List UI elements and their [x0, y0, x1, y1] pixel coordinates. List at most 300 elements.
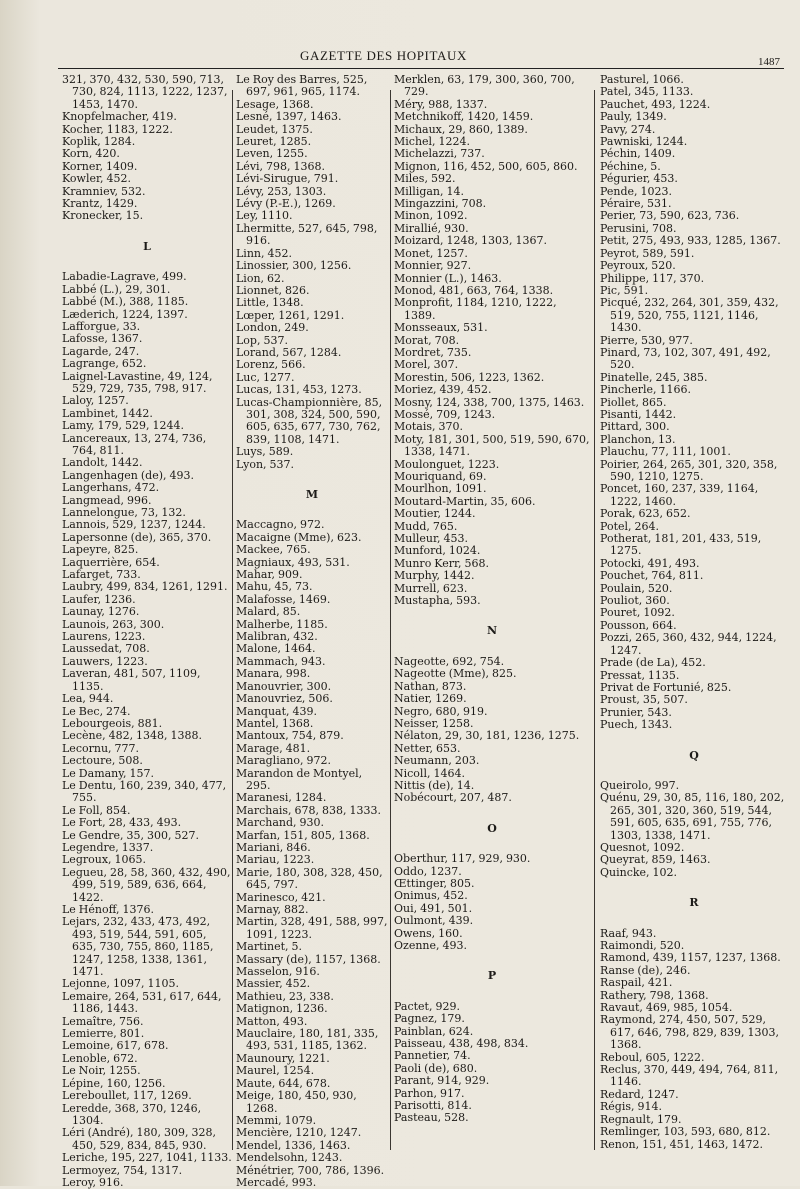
index-entry: Lœper, 1261, 1291.	[236, 308, 345, 322]
index-entry: Leuret, 1285.	[236, 135, 312, 149]
index-entry: Lenoble, 672.	[62, 1051, 138, 1065]
index-entry: Masselon, 916.	[236, 965, 320, 979]
index-entry: Mauclaire, 180, 181, 335, 493, 531, 1185, 1362.	[236, 1027, 379, 1053]
index-entry: Le Gendre, 35, 300, 527.	[62, 828, 199, 842]
index-entry: Laufer, 1236.	[62, 592, 136, 606]
index-entry: Lagrange, 652.	[62, 357, 147, 371]
index-entry: Michaux, 29, 860, 1389.	[394, 122, 528, 136]
index-entry: Plauchu, 77, 111, 1001.	[600, 445, 731, 459]
index-entry: Morel, 307.	[394, 358, 459, 372]
index-entry: Maurel, 1254.	[236, 1064, 315, 1078]
index-entry: Mahu, 45, 73.	[236, 580, 313, 594]
index-entry: Privat de Fortunié, 825.	[600, 680, 732, 694]
index-entry: Mustapha, 593.	[394, 594, 481, 608]
index-entry: Mahar, 909.	[236, 568, 303, 582]
index-entry: Munford, 1024.	[394, 544, 481, 558]
index-entry: Pasteau, 528.	[394, 1111, 469, 1125]
index-entry: Mignon, 116, 452, 500, 605, 860.	[394, 159, 578, 173]
index-entry: Kronecker, 15.	[62, 209, 144, 223]
index-entry: Monet, 1257.	[394, 246, 468, 260]
index-column-3	[390, 74, 590, 1164]
index-entry: Ramond, 439, 1157, 1237, 1368.	[600, 951, 781, 965]
index-entry: Mendel, 1336, 1463.	[236, 1138, 351, 1152]
index-entry: Murphy, 1442.	[394, 569, 475, 583]
index-entry: Picqué, 232, 264, 301, 359, 432, 519, 520, 755, 1121, 1146, 1430.	[600, 296, 779, 335]
index-entry: Matton, 493.	[236, 1014, 308, 1028]
index-entry: Kramniev, 532.	[62, 184, 146, 198]
index-entry: Manquat, 439.	[236, 704, 317, 718]
index-entry: Painblan, 624.	[394, 1024, 474, 1038]
index-entry: Lévi, 798, 1368.	[236, 159, 326, 173]
index-entry: Laignel-Lavastine, 49, 124, 529, 729, 735, 798, 917.	[62, 369, 213, 395]
index-entry: Mourlhon, 1091.	[394, 482, 487, 496]
index-entry: Nageotte, 692, 754.	[394, 654, 505, 668]
index-entry: Potel, 264.	[600, 519, 660, 533]
index-entry: Lebourgeois, 881.	[62, 716, 163, 730]
index-entry: Poulain, 520.	[600, 581, 673, 595]
index-entry: Renon, 151, 451, 1463, 1472.	[600, 1137, 764, 1151]
index-entry: Michelazzi, 737.	[394, 147, 485, 161]
index-entry: Pousson, 664.	[600, 618, 677, 632]
index-entry: Quénu, 29, 30, 85, 116, 180, 202, 265, 301, 320, 360, 519, 544, 591, 605, 635, 691, 755, 776, 1303, 1338, 1471.	[600, 791, 785, 842]
index-entry: Mackee, 765.	[236, 543, 311, 557]
index-entry: Little, 1348.	[236, 296, 304, 310]
index-entry: Ménétrier, 700, 786, 1396.	[236, 1163, 385, 1177]
index-entry: Lop, 537.	[236, 333, 288, 347]
index-entry: Morat, 708.	[394, 333, 460, 347]
index-entry: Planchon, 13.	[600, 432, 676, 446]
index-entry: Mendelsohn, 1243.	[236, 1151, 343, 1165]
index-entry: Le Roy des Barres, 525, 697, 961, 965, 1174.	[236, 73, 368, 99]
index-entry: Manara, 998.	[236, 667, 311, 681]
index-entry: Langenhagen (de), 493.	[62, 468, 194, 482]
index-entry: Kocher, 1183, 1222.	[62, 122, 173, 136]
index-entry: Monsseaux, 531.	[394, 321, 488, 335]
index-entry: Piollet, 865.	[600, 395, 667, 409]
section-letter: Q	[689, 748, 699, 762]
header-rule	[58, 68, 784, 69]
index-entry: Moutard-Martin, 35, 606.	[394, 494, 536, 508]
index-entry: Lorand, 567, 1284.	[236, 345, 342, 359]
index-entry: Korner, 1409.	[62, 159, 138, 173]
index-entry: Marandon de Montyel, 295.	[236, 766, 363, 792]
index-entry: Pannetier, 74.	[394, 1049, 471, 1063]
index-entry: Mossé, 709, 1243.	[394, 407, 496, 421]
index-entry: Legendre, 1337.	[62, 840, 154, 854]
index-entry: Luys, 589.	[236, 445, 294, 459]
index-entry: Rathery, 798, 1368.	[600, 988, 709, 1002]
index-entry: Péchine, 5.	[600, 159, 661, 173]
index-entry: Mulleur, 453.	[394, 532, 469, 546]
index-entry: Reboul, 605, 1222.	[600, 1050, 705, 1064]
index-entry: Mathieu, 23, 338.	[236, 989, 334, 1003]
index-entry: Merklen, 63, 179, 300, 360, 700, 729.	[394, 73, 575, 99]
index-entry: Raspail, 421.	[600, 976, 673, 990]
index-entry: Lereboullet, 117, 1269.	[62, 1089, 192, 1103]
page-header	[0, 0, 800, 80]
index-entry: Leudet, 1375.	[236, 122, 313, 136]
index-entry: Labadie-Lagrave, 499.	[62, 270, 187, 284]
index-entry: Raimondi, 520.	[600, 939, 685, 952]
index-entry: Owens, 160.	[394, 926, 463, 940]
index-entry: Marinesco, 421.	[236, 890, 326, 904]
index-entry: Neumann, 203.	[394, 754, 480, 768]
index-entry: Méry, 988, 1337.	[394, 97, 488, 111]
index-entry: Philippe, 117, 370.	[600, 271, 705, 285]
index-entry: Legueu, 28, 58, 360, 432, 490, 499, 519, 589, 636, 664, 1422.	[62, 865, 231, 904]
index-entry: Moutier, 1244.	[394, 507, 476, 521]
index-entry: Monnier, 927.	[394, 259, 472, 273]
index-entry: Landolt, 1442.	[62, 456, 143, 470]
index-entry: Ozenne, 493.	[394, 939, 467, 952]
index-entry: Mariani, 846.	[236, 840, 311, 854]
index-entry: Matignon, 1236.	[236, 1002, 328, 1016]
section-letter: M	[305, 488, 319, 501]
column-divider	[594, 90, 595, 1150]
index-entry: Linossier, 300, 1256.	[236, 259, 352, 273]
index-entry: Moriez, 439, 452.	[394, 383, 492, 397]
index-entry: Miles, 592.	[394, 172, 456, 186]
index-entry: Le Damany, 157.	[62, 766, 155, 780]
index-entry: Laveran, 481, 507, 1109, 1135.	[62, 667, 201, 693]
index-entry: Lecornu, 777.	[62, 741, 140, 755]
index-entry: Pinatelle, 245, 385.	[600, 370, 708, 384]
section-letter: R	[689, 896, 699, 910]
index-entry: Lannelongue, 73, 132.	[62, 506, 186, 519]
index-entry: Pauchet, 493, 1224.	[600, 97, 711, 111]
index-entry: Pic, 591.	[600, 283, 649, 297]
section-letter: L	[143, 239, 151, 253]
page-number: 1487	[758, 56, 780, 68]
index-entry: Martin, 328, 491, 588, 997, 1091, 1223.	[236, 915, 388, 941]
index-entry: Pozzi, 265, 360, 432, 944, 1224, 1247.	[600, 631, 777, 657]
index-entry: Lévy, 253, 1303.	[236, 184, 327, 198]
index-entry: Moty, 181, 301, 500, 519, 590, 670, 1338, 1471.	[394, 432, 590, 459]
index-entry: Péraire, 531.	[600, 197, 672, 211]
index-entry: Memmi, 1079.	[236, 1113, 317, 1127]
index-entry: Marchand, 930.	[236, 816, 324, 830]
index-entry: Meige, 180, 450, 930, 1268.	[236, 1089, 357, 1115]
index-entry: Marnay, 882.	[236, 903, 309, 916]
index-entry: Pittard, 300.	[600, 420, 670, 434]
section-letter: O	[487, 821, 497, 835]
index-entry: Lemaître, 756.	[62, 1014, 144, 1028]
index-entry: Leven, 1255.	[236, 147, 308, 161]
index-entry: Murrell, 623.	[394, 581, 468, 595]
index-entry: Pouret, 1092.	[600, 606, 675, 620]
index-entry: Lemaire, 264, 531, 617, 644, 1186, 1443.	[62, 989, 222, 1016]
index-entry: Pagnez, 179.	[394, 1012, 465, 1026]
index-entry: Quesnot, 1092.	[600, 840, 685, 854]
index-entry: Langmead, 996.	[62, 493, 152, 507]
index-entry: Oberthur, 117, 929, 930.	[394, 852, 531, 866]
index-entry: Petit, 275, 493, 933, 1285, 1367.	[600, 234, 781, 248]
index-entry: Mosny, 124, 338, 700, 1375, 1463.	[394, 395, 585, 409]
index-entry: Legroux, 1065.	[62, 853, 147, 867]
index-entry: Queyrat, 859, 1463.	[600, 853, 711, 867]
index-entry: Macaigne (Mme), 623.	[236, 530, 362, 544]
index-entry: Lejonne, 1097, 1105.	[62, 977, 179, 991]
index-entry: Peyrot, 589, 591.	[600, 246, 695, 260]
index-entry: Lecène, 482, 1348, 1388.	[62, 729, 203, 743]
index-entry: Martinet, 5.	[236, 940, 303, 954]
index-entry: Pouchet, 764, 811.	[600, 569, 704, 583]
index-entry: Lafosse, 1367.	[62, 332, 143, 346]
index-entry: Launay, 1276.	[62, 605, 140, 619]
index-entry: Mercadé, 993.	[236, 1175, 317, 1189]
index-entry: Malone, 1464.	[236, 642, 316, 656]
index-entry: Ravaut, 469, 985, 1054.	[600, 1001, 733, 1015]
index-entry: Maunoury, 1221.	[236, 1051, 330, 1065]
index-entry: Mantel, 1368.	[236, 716, 314, 730]
index-entry: Marie, 180, 308, 328, 450, 645, 797.	[236, 865, 383, 892]
index-entry: Puech, 1343.	[600, 718, 673, 732]
index-entry: Lagarde, 247.	[62, 344, 140, 358]
index-entry: Proust, 35, 507.	[600, 693, 688, 707]
running-title: GAZETTE DES HOPITAUX	[300, 48, 467, 63]
index-entry: Launois, 263, 300.	[62, 617, 165, 631]
index-entry: Lambinet, 1442.	[62, 406, 153, 420]
index-entry: Milligan, 14.	[394, 184, 465, 198]
index-entry: Perier, 73, 590, 623, 736.	[600, 209, 740, 223]
index-entry: Monnier (L.), 1463.	[394, 271, 502, 285]
index-entry: Lafarget, 733.	[62, 568, 141, 582]
index-entry: Lionnet, 826.	[236, 283, 310, 297]
index-entry: Potherat, 181, 201, 433, 519, 1275.	[600, 532, 762, 558]
index-entry: Pactet, 929.	[394, 999, 460, 1013]
index-entry: Lapersonne (de), 365, 370.	[62, 530, 212, 544]
index-entry: Pincherle, 1166.	[600, 383, 692, 397]
index-entry: Natier, 1269.	[394, 692, 467, 706]
index-entry: Lesage, 1368.	[236, 97, 314, 111]
index-entry: Raaf, 943.	[600, 926, 657, 940]
index-entry: Mouriquand, 69.	[394, 470, 487, 483]
index-entry: Onimus, 452.	[394, 889, 468, 903]
index-entry: Lion, 62.	[236, 271, 285, 285]
index-entry: Oulmont, 439.	[394, 914, 474, 928]
index-entry: Lapeyre, 825.	[62, 543, 139, 557]
index-entry: Motais, 370.	[394, 420, 464, 434]
index-entry: Peyroux, 520.	[600, 259, 676, 273]
index-entry: Lesné, 1397, 1463.	[236, 110, 342, 124]
index-entry: Raymond, 274, 450, 507, 529, 617, 646, 798, 829, 839, 1303, 1368.	[600, 1013, 779, 1052]
index-entry: Moizard, 1248, 1303, 1367.	[394, 234, 548, 248]
index-entry: Marchais, 678, 838, 1333.	[236, 803, 382, 817]
index-entry: Netter, 653.	[394, 741, 461, 755]
index-entry: Mammach, 943.	[236, 654, 326, 668]
index-entry: Pasturel, 1066.	[600, 73, 684, 86]
index-entry: Læderich, 1224, 1397.	[62, 307, 188, 321]
index-entry: Régis, 914.	[600, 1100, 662, 1114]
index-entry: Oui, 491, 501.	[394, 901, 473, 915]
index-entry: Paisseau, 438, 498, 834.	[394, 1037, 529, 1051]
index-entry: 321, 370, 432, 530, 590, 713, 730, 824, 1113, 1222, 1237, 1453, 1470.	[62, 73, 228, 111]
index-entry: Reclus, 370, 449, 494, 764, 811, 1146.	[600, 1063, 779, 1089]
index-entry: Lépine, 160, 1256.	[62, 1076, 166, 1090]
index-entry: Nobécourt, 207, 487.	[394, 791, 512, 805]
index-entry: Mudd, 765.	[394, 519, 458, 533]
index-entry: London, 249.	[236, 321, 309, 335]
index-entry: Malafosse, 1469.	[236, 592, 331, 606]
index-entry: Perusini, 708.	[600, 221, 677, 235]
index-entry: Ley, 1110.	[236, 209, 293, 223]
index-entry: Le Foll, 854.	[62, 803, 131, 817]
index-entry: Prunier, 543.	[600, 705, 672, 719]
index-entry: Le Dentu, 160, 239, 340, 477, 755.	[62, 778, 227, 805]
index-entry: Parhon, 917.	[394, 1086, 465, 1100]
index-entry: Krantz, 1429.	[62, 197, 138, 211]
index-entry: Maragliano, 972.	[236, 754, 331, 768]
index-entry: Linn, 452.	[236, 246, 292, 260]
index-entry: Léri (André), 180, 309, 328, 450, 529, 834, 845, 930.	[62, 1126, 216, 1152]
index-columns	[56, 73, 788, 1189]
index-entry: Leriche, 195, 227, 1041, 1133.	[62, 1151, 232, 1165]
index-entry: Queirolo, 997.	[600, 778, 680, 792]
index-entry: Lermoyez, 754, 1317.	[62, 1163, 183, 1177]
index-entry: Laloy, 1257.	[62, 394, 129, 408]
index-entry: Poirier, 264, 265, 301, 320, 358, 590, 1210, 1275.	[600, 457, 778, 483]
index-entry: Metchnikoff, 1420, 1459.	[394, 110, 534, 124]
index-entry: Pressat, 1135.	[600, 668, 680, 682]
index-entry: Mariau, 1223.	[236, 853, 315, 867]
index-entry: Lyon, 537.	[236, 457, 295, 471]
index-entry: Monprofit, 1184, 1210, 1222, 1389.	[394, 296, 557, 322]
section-letter: N	[486, 624, 498, 638]
index-entry: Laussedat, 708.	[62, 642, 150, 656]
index-entry: Lancereaux, 13, 274, 736, 764, 811.	[62, 431, 207, 457]
index-entry: Monod, 481, 663, 764, 1338.	[394, 283, 554, 297]
index-entry: Massary (de), 1157, 1368.	[236, 952, 381, 966]
index-entry: Lévy (P.-E.), 1269.	[236, 197, 336, 211]
index-entry: Massier, 452.	[236, 977, 311, 991]
index-entry: Porak, 623, 652.	[600, 507, 691, 521]
index-entry: Parisotti, 814.	[394, 1099, 472, 1113]
index-entry: Péchin, 1409.	[600, 147, 676, 161]
index-entry: Le Bec, 274.	[62, 704, 131, 718]
index-entry: Nathan, 873.	[394, 679, 467, 693]
index-entry: Koplik, 1284.	[62, 135, 136, 149]
index-column-4	[596, 74, 788, 1164]
index-entry: Quincke, 102.	[600, 865, 678, 879]
index-entry: Pawniski, 1244.	[600, 135, 688, 149]
index-entry: Poncet, 160, 237, 339, 1164, 1222, 1460.	[600, 482, 759, 508]
index-entry: Lectoure, 508.	[62, 754, 143, 768]
index-entry: Maccagno, 972.	[236, 518, 325, 532]
index-entry: Œttinger, 805.	[394, 876, 475, 890]
index-entry: Laurens, 1223.	[62, 630, 146, 644]
index-entry: Leroy, 916.	[62, 1175, 124, 1189]
index-entry: Neisser, 1258.	[394, 716, 474, 730]
index-entry: Prade (de La), 452.	[600, 656, 706, 670]
index-entry: Leredde, 368, 370, 1246, 1304.	[62, 1101, 202, 1127]
index-entry: Oddo, 1237.	[394, 864, 462, 878]
index-entry: Maute, 644, 678.	[236, 1076, 331, 1090]
index-entry: Pende, 1023.	[600, 184, 673, 198]
index-entry: Pauly, 1349.	[600, 110, 667, 124]
section-letter: P	[487, 969, 497, 983]
index-entry: Korn, 420.	[62, 147, 120, 161]
index-entry: Lhermitte, 527, 645, 798, 916.	[236, 221, 378, 248]
index-entry: Nélaton, 29, 30, 181, 1236, 1275.	[394, 729, 580, 743]
index-entry: Langerhans, 472.	[62, 481, 160, 495]
index-entry: Pavy, 274.	[600, 122, 656, 136]
index-entry: Pouliot, 360.	[600, 594, 670, 608]
index-entry: Lannois, 529, 1237, 1244.	[62, 518, 206, 532]
index-entry: Lamy, 179, 529, 1244.	[62, 419, 185, 433]
index-entry: Mordret, 735.	[394, 345, 472, 359]
index-entry: Lorenz, 566.	[236, 358, 306, 372]
index-entry: Pisanti, 1442.	[600, 407, 677, 421]
index-entry: Lucas-Championnière, 85, 301, 308, 324, 500, 590, 605, 635, 677, 730, 762, 839, 1108, 1471.	[236, 395, 383, 446]
index-entry: Moulonguet, 1223.	[394, 457, 500, 471]
index-column-2	[232, 73, 388, 1189]
index-entry: Labbé (M.), 388, 1185.	[62, 295, 189, 309]
index-entry: Lucas, 131, 453, 1273.	[236, 383, 362, 397]
index-entry: Pinard, 73, 102, 307, 491, 492, 520.	[600, 345, 771, 372]
index-entry: Potocki, 491, 493.	[600, 556, 700, 570]
index-entry: Magniaux, 493, 531.	[236, 555, 350, 569]
index-entry: Manouvrier, 300.	[236, 679, 332, 693]
index-entry: Lejars, 232, 433, 473, 492, 493, 519, 544, 591, 605, 635, 730, 755, 860, 1185, 1247, 1258, 1338, 1361, 1471.	[62, 915, 214, 979]
index-entry: Patel, 345, 1133.	[600, 85, 694, 99]
index-entry: Minon, 1092.	[394, 209, 468, 223]
index-entry: Nicoll, 1464.	[394, 766, 465, 780]
index-entry: Lafforgue, 33.	[62, 319, 141, 333]
index-entry: Redard, 1247.	[600, 1087, 679, 1101]
index-entry: Michel, 1224.	[394, 135, 471, 149]
index-entry: Mencière, 1210, 1247.	[236, 1126, 362, 1140]
index-entry: Luc, 1277.	[236, 370, 295, 384]
index-entry: Manouvriez, 506.	[236, 692, 333, 706]
index-entry: Lemierre, 801.	[62, 1027, 145, 1041]
index-entry: Negro, 680, 919.	[394, 704, 488, 718]
index-entry: Nageotte (Mme), 825.	[394, 667, 517, 681]
index-entry: Le Noir, 1255.	[62, 1064, 141, 1078]
index-entry: Laquerrière, 654.	[62, 555, 160, 569]
index-entry: Ranse (de), 246.	[600, 963, 691, 977]
index-entry: Knopfelmacher, 419.	[62, 110, 177, 124]
index-entry: Le Fort, 28, 433, 493.	[62, 816, 182, 830]
index-entry: Le Hénoff, 1376.	[62, 903, 155, 916]
index-entry: Munro Kerr, 568.	[394, 556, 490, 570]
index-column-1	[62, 73, 232, 1189]
index-entry: Mirallié, 930.	[394, 221, 469, 235]
index-entry: Lévi-Sirugue, 791.	[236, 172, 339, 186]
index-entry: Pierre, 530, 977.	[600, 333, 693, 347]
index-entry: Pégurier, 453.	[600, 172, 678, 186]
index-entry: Lemoine, 617, 678.	[62, 1039, 169, 1053]
index-entry: Marfan, 151, 805, 1368.	[236, 828, 370, 842]
index-entry: Malibran, 432.	[236, 630, 318, 644]
index-entry: Mingazzini, 708.	[394, 197, 487, 211]
index-entry: Labbé (L.), 29, 301.	[62, 282, 171, 296]
index-entry: Nittis (de), 14.	[394, 778, 475, 792]
index-entry: Laubry, 499, 834, 1261, 1291.	[62, 580, 228, 594]
index-entry: Paoli (de), 680.	[394, 1061, 478, 1075]
index-entry: Kowler, 452.	[62, 172, 132, 186]
index-entry: Lauwers, 1223.	[62, 654, 148, 668]
index-entry: Maranesi, 1284.	[236, 791, 327, 805]
index-entry: Regnault, 179.	[600, 1112, 682, 1126]
index-entry: Malard, 85.	[236, 605, 301, 619]
index-entry: Malherbe, 1185.	[236, 617, 328, 631]
index-entry: Parant, 914, 929.	[394, 1074, 490, 1088]
index-entry: Remlinger, 103, 593, 680, 812.	[600, 1125, 771, 1139]
index-entry: Marage, 481.	[236, 741, 311, 755]
index-entry: Morestin, 506, 1223, 1362.	[394, 370, 545, 384]
index-entry: Lea, 944.	[62, 692, 114, 706]
index-entry: Mantoux, 754, 879.	[236, 729, 344, 743]
